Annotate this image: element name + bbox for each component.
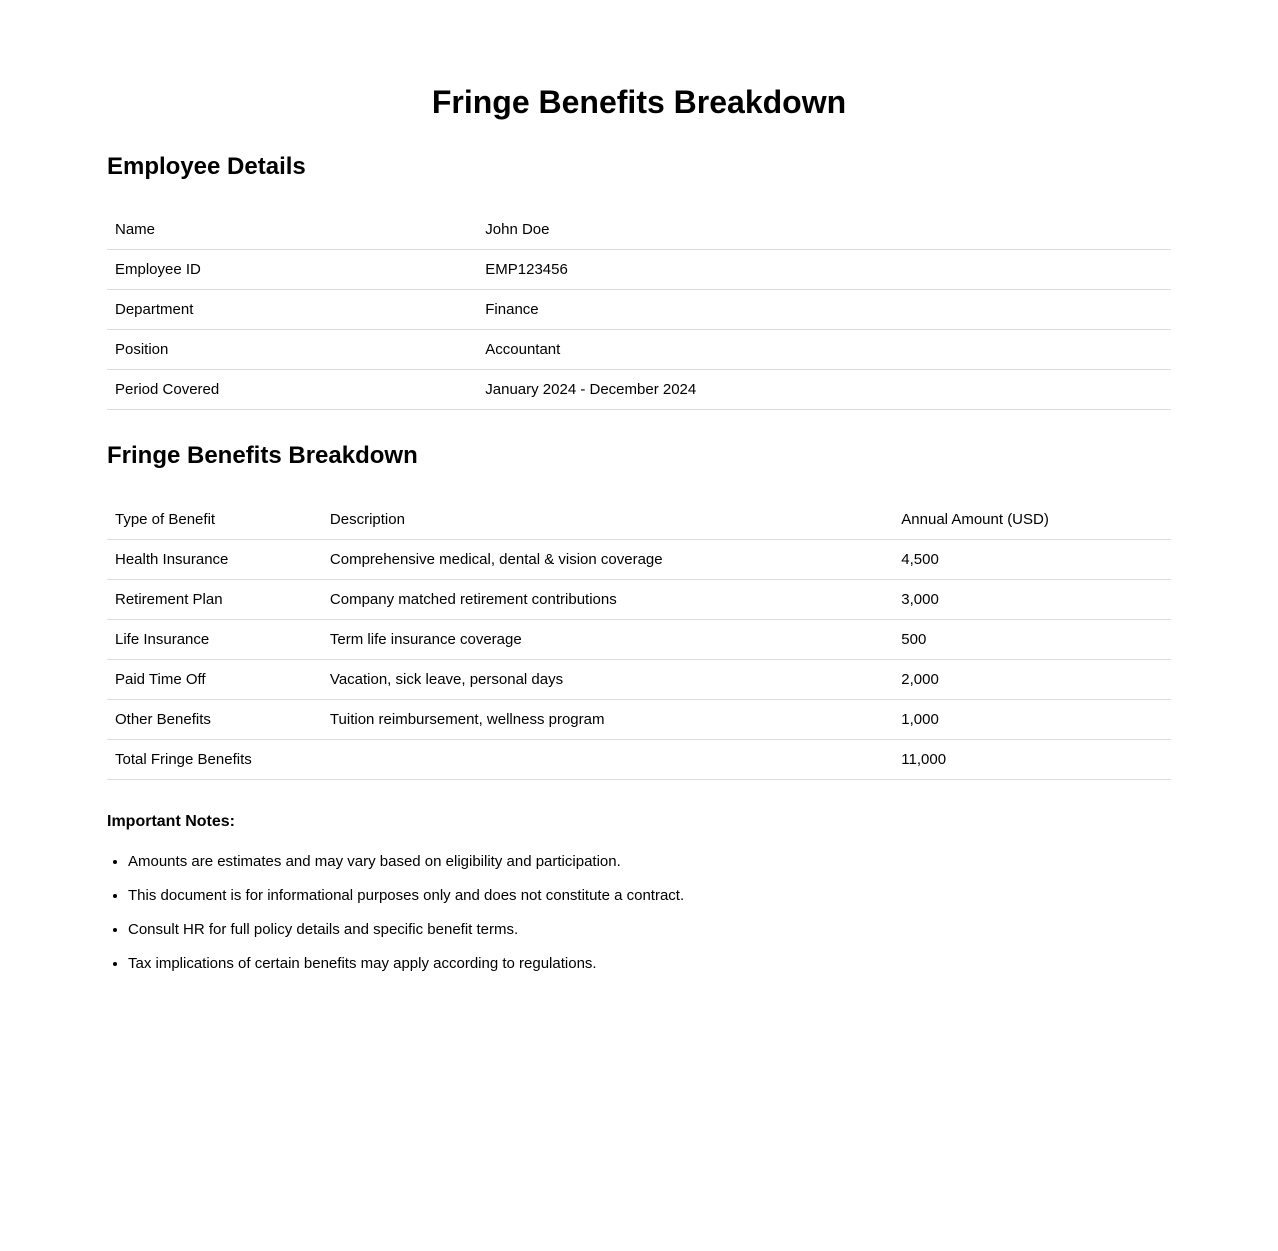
row-value: January 2024 - December 2024 (477, 370, 1171, 410)
benefit-row-health-insurance (107, 539, 1171, 579)
benefits-heading: Fringe Benefits Breakdown (107, 442, 418, 470)
row-value: Accountant (477, 330, 1171, 370)
column-header-type: Type of Benefit (107, 500, 322, 540)
benefit-row-retirement-plan (107, 579, 1171, 619)
employee-row-department (107, 290, 1171, 330)
benefit-amount: 1,000 (893, 699, 1171, 739)
benefit-description: Vacation, sick leave, personal days (322, 659, 893, 699)
benefit-amount: 4,500 (893, 539, 1171, 579)
note-item: • Tax implications of certain benefits may apply according to regulations. (128, 955, 1171, 972)
benefit-amount: 2,000 (893, 659, 1171, 699)
benefit-type: Other Benefits (107, 699, 322, 739)
benefit-description: Company matched retirement contributions (322, 579, 893, 619)
row-label: Name (107, 210, 477, 250)
column-header-amount: Annual Amount (USD) (893, 500, 1171, 540)
note-item: • This document is for informational purposes only and does not constitute a contract. (128, 887, 1171, 904)
benefit-row-life-insurance (107, 619, 1171, 659)
benefit-amount: 3,000 (893, 579, 1171, 619)
benefit-row-other-benefits (107, 699, 1171, 739)
employee-details-table (107, 210, 1171, 410)
total-label: Total Fringe Benefits (107, 739, 322, 779)
notes-list (107, 853, 1171, 972)
note-item: • Amounts are estimates and may vary based on eligibility and participation. (128, 853, 1171, 870)
employee-row-name (107, 210, 1171, 250)
document-page (107, 0, 1171, 972)
row-value: EMP123456 (477, 250, 1171, 290)
row-label: Department (107, 290, 477, 330)
benefit-description: Comprehensive medical, dental & vision coverage (322, 539, 893, 579)
row-label: Position (107, 330, 477, 370)
total-amount: 11,000 (893, 739, 1171, 779)
row-label: Period Covered (107, 370, 477, 410)
document-title: Fringe Benefits Breakdown (431, 84, 847, 120)
benefits-table (107, 500, 1171, 780)
benefits-header-row (107, 500, 1171, 540)
employee-row-position (107, 330, 1171, 370)
note-item: • Consult HR for full policy details and specific benefit terms. (128, 921, 1171, 938)
total-description (322, 739, 893, 779)
benefit-type: Health Insurance (107, 539, 322, 579)
benefit-description: Term life insurance coverage (322, 619, 893, 659)
benefit-row-total (107, 739, 1171, 779)
benefit-row-paid-time-off (107, 659, 1171, 699)
employee-row-id (107, 250, 1171, 290)
row-value: John Doe (477, 210, 1171, 250)
benefit-description: Tuition reimbursement, wellness program (322, 699, 893, 739)
employee-row-period (107, 370, 1171, 410)
benefit-type: Paid Time Off (107, 659, 322, 699)
row-label: Employee ID (107, 250, 477, 290)
employee-details-heading: Employee Details (107, 152, 306, 180)
benefit-type: Retirement Plan (107, 579, 322, 619)
column-header-description: Description (322, 500, 893, 540)
benefit-type: Life Insurance (107, 619, 322, 659)
row-value: Finance (477, 290, 1171, 330)
notes-heading: Important Notes: (107, 812, 235, 830)
benefit-amount: 500 (893, 619, 1171, 659)
